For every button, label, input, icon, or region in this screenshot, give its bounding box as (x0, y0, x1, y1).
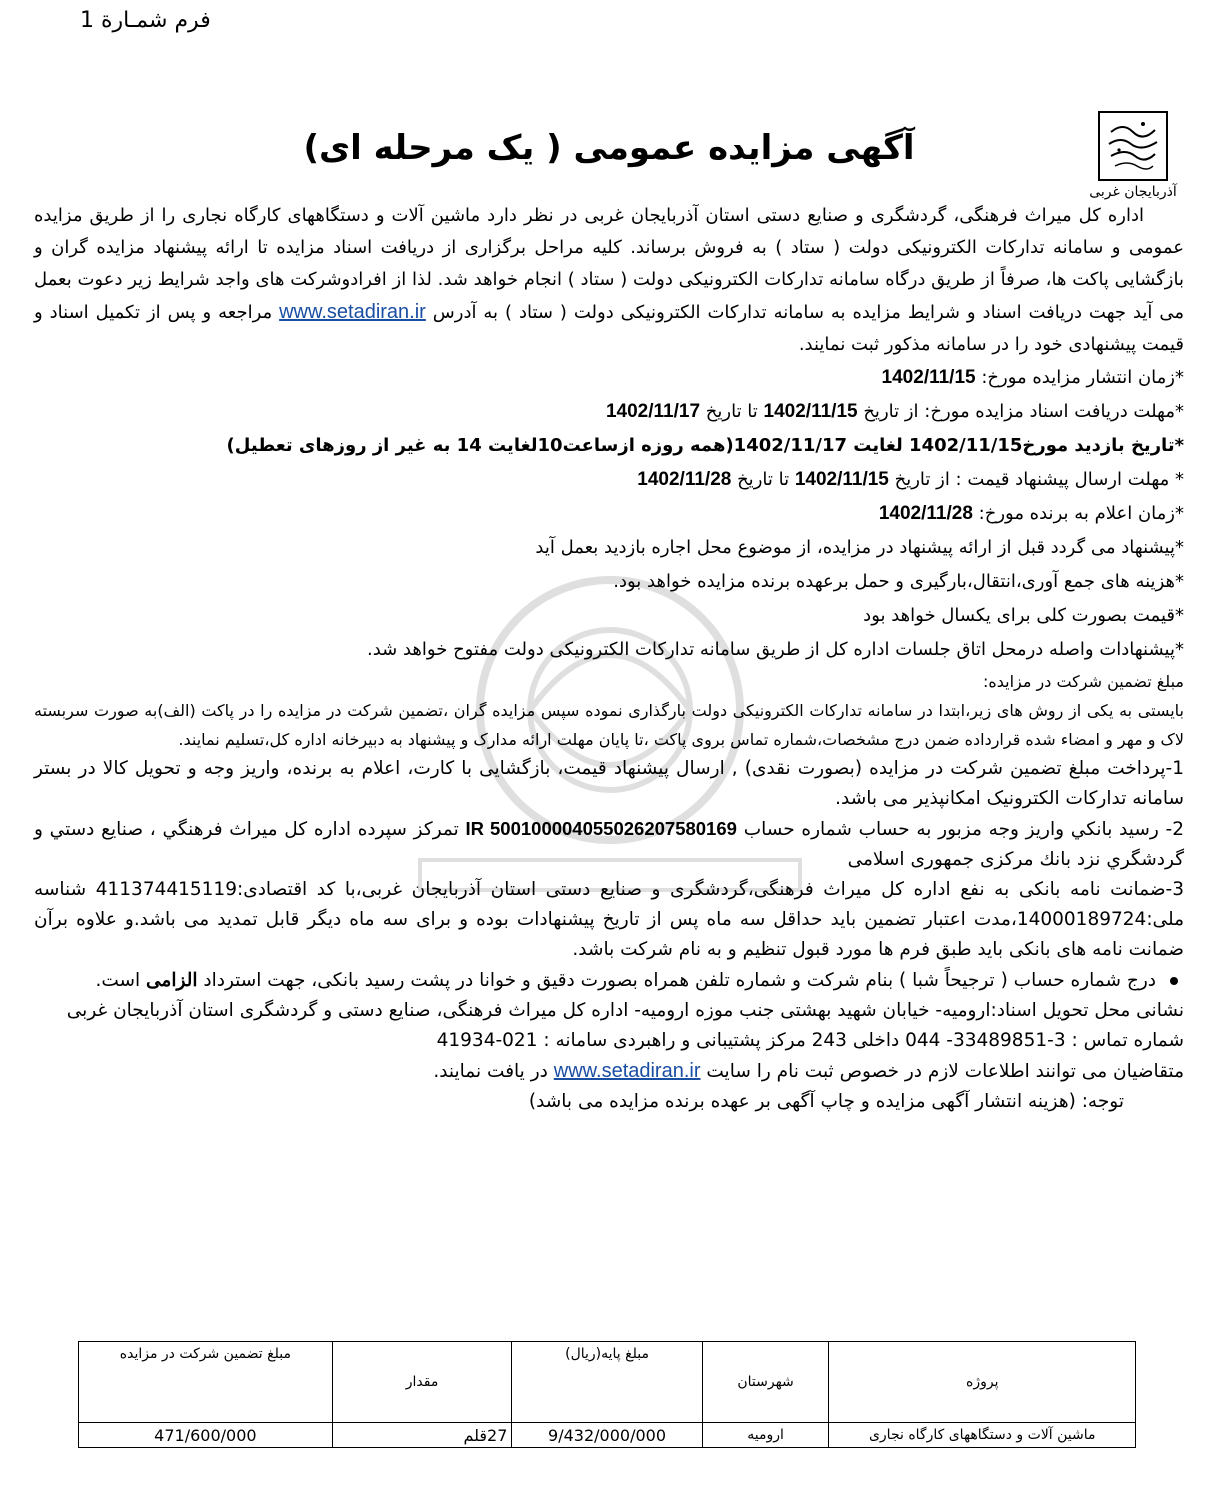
note-visit: *پیشنهاد می گردد قبل از ارائه پیشنهاد در مزایده، از موضوع محل اجاره بازدید بعمل آید (535, 537, 1184, 558)
bullet-text: درج شماره حساب ( ترجیحاً شبا ) بنام شرکت و شماره تلفن همراه بصورت دقیق و خوانا در پشت رسید بانکی، جهت استرداد (203, 970, 1156, 991)
note-costs: *هزینه های جمع آوری،انتقال،بارگیری و حمل برعهده برنده مزایده خواهد بود. (613, 571, 1184, 592)
docs-to-date: 1402/11/17 (605, 401, 701, 422)
registration-info-text: متقاضیان می توانند اطلاعات لازم در خصوص ثبت نام را سایت (706, 1061, 1184, 1082)
cell-quantity: 27قلم (332, 1423, 512, 1448)
page-title: آگهی مزایده عمومی ( یک مرحله ای) (303, 128, 915, 168)
publish-date-line (34, 361, 1184, 395)
cell-project: ماشین آلات و دستگاههای کارگاه نجاری (829, 1423, 1136, 1448)
cost-note: توجه: (هزینه انتشار آگهی مزایده و چاپ آگهی بر عهده برنده مزایده می باشد) (528, 1091, 1124, 1112)
bullet-icon (1170, 977, 1178, 985)
note-price: *قیمت بصورت کلی برای یکسال خواهد بود (863, 605, 1184, 626)
publish-date-label: *زمان انتشار مزایده مورخ: (981, 367, 1184, 388)
intro-paragraph (34, 200, 1184, 361)
docs-deadline-line (34, 395, 1184, 429)
docs-from-date: 1402/11/15 (763, 401, 858, 422)
logo-caption: آذربایجان غربی (1089, 184, 1177, 200)
cell-guarantee: 471/600/000 (79, 1423, 333, 1448)
guarantee-item-1: 1-پرداخت مبلغ تضمین شرکت در مزایده (بصورت نقدی) , ارسال پیشنهاد قیمت، بازگشایی با کارت، اعلام به برنده، واریز وجه و تحویل کالا در بستر سامانه تدارکات الکترونیک امکانپذیر می باشد. (34, 758, 1184, 809)
registration-info (34, 1056, 1184, 1087)
header-quantity: مقدار (332, 1342, 512, 1423)
header-city: شهرستان (702, 1342, 829, 1423)
header-base-price: مبلغ پایه(ریال) (512, 1342, 702, 1423)
registration-info-end: در یافت نمایند. (433, 1061, 548, 1082)
note-opening: *پیشنهادات واصله درمحل اتاق جلسات اداره کل از طریق سامانه تدارکات الکترونیکی دولت مفتوح خواهد شد. (367, 639, 1184, 660)
docs-to-label: تا تاریخ (705, 401, 758, 422)
bid-deadline-label: * مهلت ارسال پیشنهاد قیمت : از تاریخ (894, 469, 1184, 490)
guarantee-heading: مبلغ تضمین شرکت در مزایده: (982, 672, 1184, 691)
table-row (79, 1423, 1136, 1448)
intro-text-end: مراجعه و پس از تکمیل اسناد و قیمت پیشنهادی خود را در سامانه مذکور ثبت نمایند. (34, 302, 1184, 355)
delivery-address: نشانی محل تحویل اسناد:ارومیه- خیابان شهید بهشتی جنب موزه ارومیه- اداره کل میراث فرهنگی، صنایع دستی و گردشگری استان آذربایجان غربی (66, 1000, 1184, 1021)
header-guarantee: مبلغ تضمین شرکت در مزایده (79, 1342, 333, 1423)
bullet-account-note (34, 965, 1184, 996)
winner-date-value: 1402/11/28 (878, 503, 973, 524)
form-number: فرم شمـارة 1 (80, 8, 211, 33)
cell-city: ارومیه (702, 1423, 829, 1448)
guarantee-text: بایستی به یکی از روش های زیر،ابتدا در سامانه تدارکات الکترونیکی دولت بارگذاری نموده سپس مزایده گران ،تضمین شرکت در مزایده را در پاکت (الف)به صورت سربسته لاک و مهر و امضاء شده قرارداده ضمن درج مشخصات،شماره تماس بروی پاکت ،تا پایان مهلت ارائه مدارک و پیشنهاد به دبیرخانه اداره کل،تسلیم نمایند. (34, 701, 1184, 749)
bid-from-date: 1402/11/15 (794, 469, 889, 490)
bid-deadline-line (34, 463, 1184, 497)
contact-phone: شماره تماس : 3-33489851- 044 داخلی 243 مرکز پشتیبانی و راهبردی سامانه : 021-41934 (436, 1030, 1184, 1051)
visit-date-line (34, 429, 1184, 463)
winner-date-line (34, 497, 1184, 531)
docs-deadline-label: *مهلت دریافت اسناد مزایده مورخ: از تاریخ (863, 401, 1184, 422)
bullet-bold: الزامی (146, 969, 198, 990)
header-project: پروژه (829, 1342, 1136, 1423)
publish-date-value: 1402/11/15 (881, 367, 976, 388)
iban-number: IR 500100004055026207580169 (465, 818, 737, 839)
table-header-row (79, 1342, 1136, 1423)
guarantee-item-2 (34, 814, 1184, 875)
visit-date-text: *تاریخ بازدید مورخ1402/11/15 لغایت 1402/11/17(همه روزه ازساعت10لغایت 14 به غیر از روزهای تعطیل) (226, 435, 1184, 456)
item2-text-end: تمرکز سپرده اداره کل میراث فرهنگي ، صنايع دستي و گردشگري نزد بانك مرکزی جمهوری اسلامی (34, 819, 1184, 870)
bullet-end: است. (95, 970, 141, 991)
bid-to-label: تا تاریخ (737, 469, 790, 490)
winner-date-label: *زمان اعلام به برنده مورخ: (978, 503, 1184, 524)
setadiran-link[interactable]: www.setadiran.ir (279, 301, 426, 323)
intro-text: اداره کل میراث فرهنگی، گردشگری و صنایع دستی استان آذربایجان غربی در نظر دارد ماشین آلات و دستگاههای کارگاه نجاری را از طریق مزایده عمومی و سامانه تدارکات الکترونیکی دولت ( ستاد ) به فروش برساند. کلیه مراحل برگزاری از دریافت اسناد مزایده تا ارائه پیشنهاد مزایده گران و بازگشایی پاکت ها، صرفاً از طریق درگاه سامانه تدارکات الکترونیکی دولت ( ستاد ) انجام خواهد شد. لذا از افرادوشرکت های واجد شرایط زیر دعوت بعمل می آید جهت دریافت اسناد و شرایط مزایده به سامانه تدارکات الکترونیکی دولت ( ستاد ) به آدرس (34, 205, 1185, 323)
cell-base-price: 9/432/000/000 (512, 1423, 702, 1448)
registration-link[interactable]: www.setadiran.ir (553, 1060, 701, 1082)
item2-text: 2- رسید بانکي واريز وجه مزبور به حساب شماره حساب (743, 819, 1185, 840)
guarantee-item-3: 3-ضمانت نامه بانکی به نفع اداره کل میراث فرهنگی،گردشگری و صنایع دستی استان آذربایجان غربی،با کد اقتصادی:411374415119 شناسه ملی:14000189724،مدت اعتبار تضمین باید حداقل سه ماه پس از تاریخ پیشنهادات بوده و برای سه ماه دیگر قابل تمدید می باشد.و علاوه برآن ضمانت نامه های بانکی باید طبق فرم ها مورد قبول تنظیم و به نام شرکت باشد. (34, 879, 1184, 960)
auction-info-table (78, 1341, 1136, 1448)
bid-to-date: 1402/11/28 (637, 469, 732, 490)
announcement-body (34, 200, 1184, 1117)
